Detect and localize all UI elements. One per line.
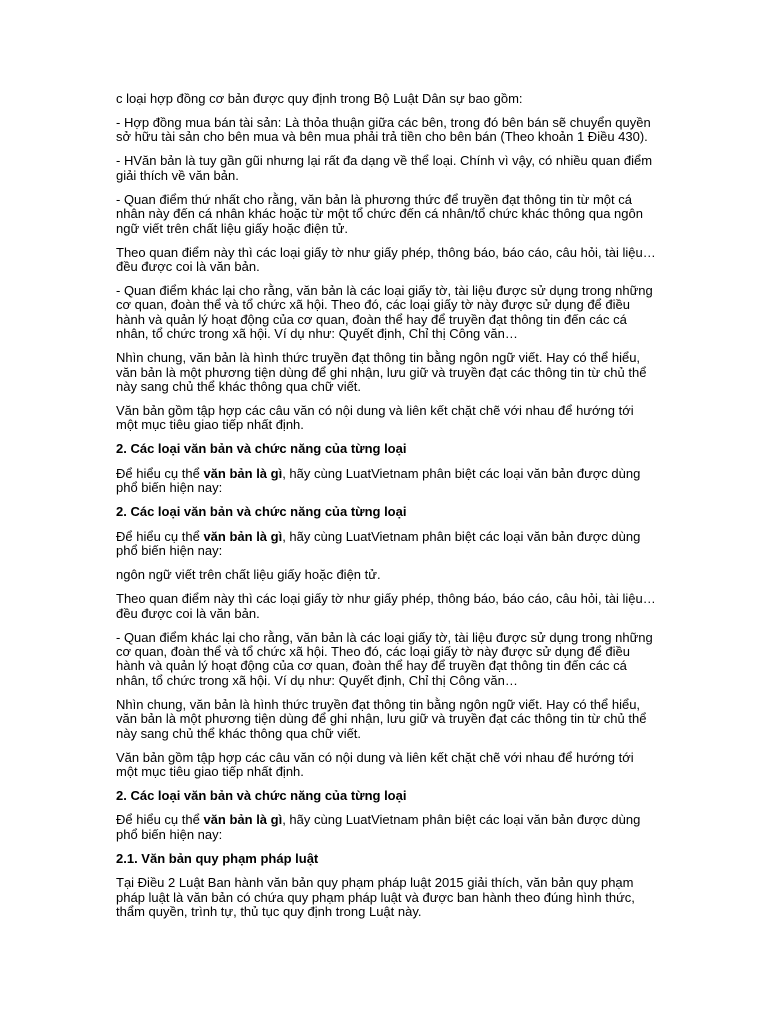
paragraph: Tại Điều 2 Luật Ban hành văn bản quy phạm pháp luật 2015 giải thích, văn bản quy phạm pháp luật là văn bản có chứa quy phạm pháp luật và được ban hành theo đúng hình thức, thẩm quyền, trình tự, thủ tục quy định trong Luật này. [116,875,635,919]
paragraph: Theo quan điểm này thì các loại giấy tờ như giấy phép, thông báo, báo cáo, câu hỏi, tài liệu… đều được coi là văn bản. [116,591,656,621]
section-heading: 2. Các loại văn bản và chức năng của từng loại [116,787,407,803]
paragraph: Văn bản gồm tập hợp các câu văn có nội dung và liên kết chặt chẽ với nhau để hướng tới một mục tiêu giao tiếp nhất định. [116,749,634,779]
paragraph: Nhìn chung, văn bản là hình thức truyền đạt thông tin bằng ngôn ngữ viết. Hay có thể hiểu, văn bản là một phương tiện dùng để ghi nhận, lưu giữ và truyền đạt các thông tin từ chủ thể này sang chủ thể khác thông qua chữ viết. [116,350,647,395]
paragraph: Theo quan điểm này thì các loại giấy tờ như giấy phép, thông báo, báo cáo, câu hỏi, tài liệu… đều được coi là văn bản. [116,244,656,275]
document-page [116,92,656,929]
paragraph: - Hợp đồng mua bán tài sản: Là thỏa thuận giữa các bên, trong đó bên bán sẽ chuyển quyền sở hữu tài sản cho bên mua và bên mua phải trả tiền cho bên bán (Theo khoản 1 Điều 430). [116,115,651,145]
intro-prefix: Để hiểu cụ thể [116,812,204,828]
section-heading: 2. Các loại văn bản và chức năng của từng loại [116,441,407,457]
paragraph-fragment: ngôn ngữ viết trên chất liệu giấy hoặc điện tử. [116,567,381,583]
intro-bold-link: văn bản là gì [203,465,283,481]
paragraph: - Quan điểm thứ nhất cho rằng, văn bản là phương thức để truyền đạt thông tin từ một cá nhân này đến cá nhân khác hoặc từ một tổ chức đến cá nhân/tổ chức khác thông qua ngôn ngữ viết trên chất liệu giấy hoặc điện tử. [116,191,643,236]
intro-paragraph [116,467,656,496]
intro-suffix: , hãy cùng LuatVietnam phân biệt các loại văn bản được dùng phổ biến hiện nay: [116,812,641,842]
paragraph: c loại hợp đồng cơ bản được quy định trong Bộ Luật Dân sự bao gồm: [116,91,523,106]
subsection-heading: 2.1. Văn bản quy phạm pháp luật [116,850,319,866]
intro-suffix: , hãy cùng LuatVietnam phân biệt các loại văn bản được dùng phổ biến hiện nay: [116,465,641,496]
paragraph: - HVăn bản là tuy gần gũi nhưng lại rất đa dạng về thể loại. Chính vì vậy, có nhiều quan điểm giải thích về văn bản. [116,153,653,183]
intro-suffix: , hãy cùng LuatVietnam phân biệt các loại văn bản được dùng phổ biến hiện nay: [116,528,641,559]
paragraph: - Quan điểm khác lại cho rằng, văn bản là các loại giấy tờ, tài liệu được sử dụng trong những cơ quan, đoàn thể và tổ chức xã hội. Theo đó, các loại giấy tờ này được sử dụng để điều hành và quản lý hoạt động của cơ quan, đoàn thể hay để truyền đạt thông tin đến các cá nhân, tổ chức trong xã hội. Ví dụ như: Quyết định, Chỉ thị Công văn… [116,629,653,688]
paragraph: - Quan điểm khác lại cho rằng, văn bản là các loại giấy tờ, tài liệu được sử dụng trong những cơ quan, đoàn thể và tổ chức xã hội. Theo đó, các loại giấy tờ này được sử dụng để điều hành và quản lý hoạt động của cơ quan, đoàn thể hay để truyền đạt thông tin đến các cá nhân, tổ chức trong xã hội. Ví dụ như: Quyết định, Chỉ thị Công văn… [116,283,653,342]
intro-prefix: Để hiểu cụ thể [116,465,204,481]
intro-prefix: Để hiểu cụ thể [116,528,204,544]
intro-paragraph [116,813,656,842]
section-heading: 2. Các loại văn bản và chức năng của từng loại [116,504,407,520]
paragraph: Văn bản gồm tập hợp các câu văn có nội dung và liên kết chặt chẽ với nhau để hướng tới một mục tiêu giao tiếp nhất định. [116,403,634,433]
intro-bold-link: văn bản là gì [203,528,283,544]
intro-paragraph [116,530,656,559]
intro-bold-link: văn bản là gì [203,812,283,828]
paragraph: Nhìn chung, văn bản là hình thức truyền đạt thông tin bằng ngôn ngữ viết. Hay có thể hiểu, văn bản là một phương tiện dùng để ghi nhận, lưu giữ và truyền đạt các thông tin từ chủ thể này sang chủ thể khác thông qua chữ viết. [116,696,647,741]
